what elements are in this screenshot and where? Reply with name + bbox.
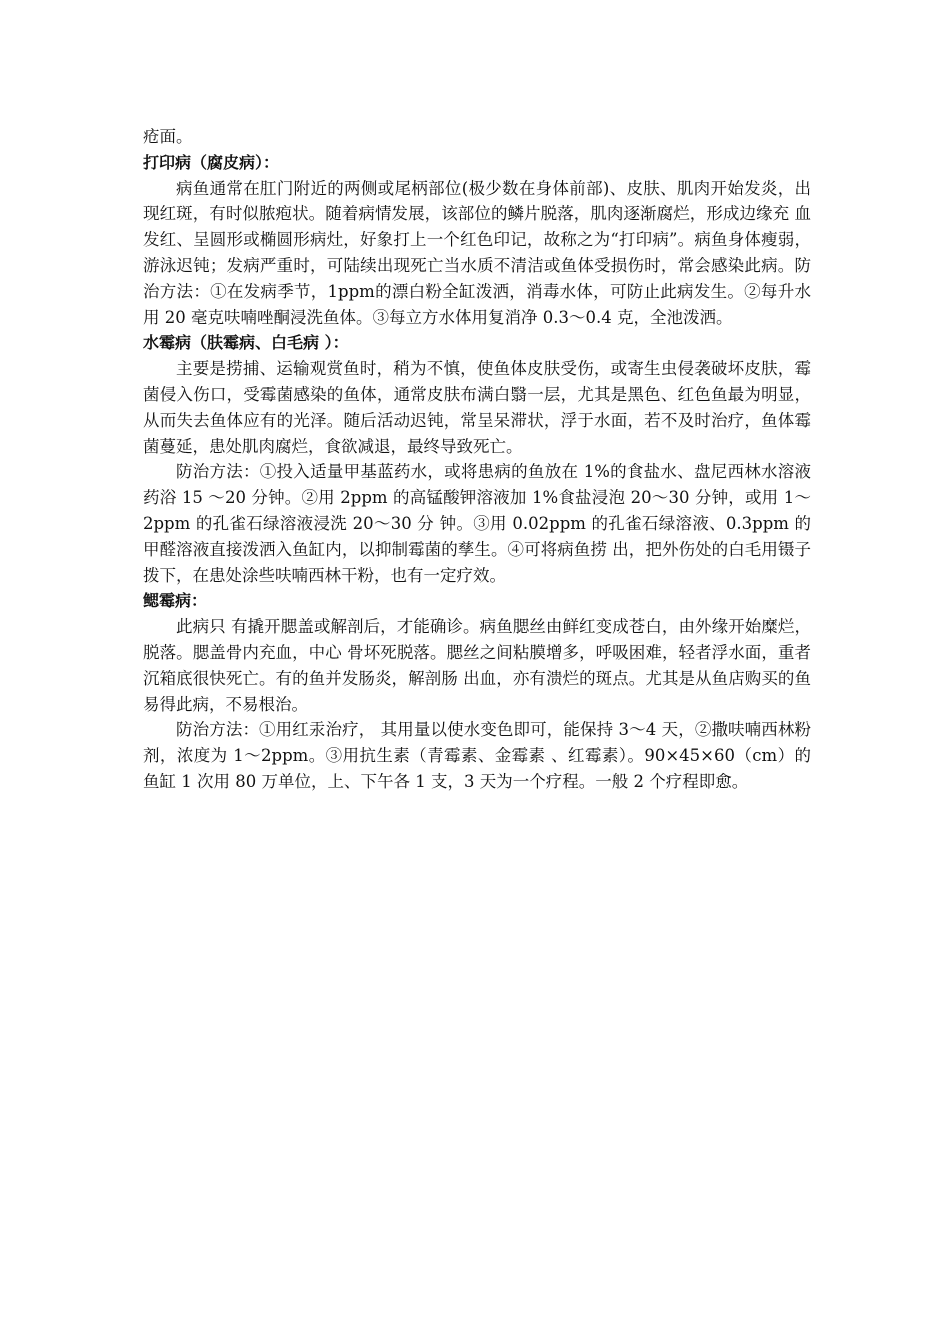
paragraph-water-mold-symptoms: 主要是捞捕、运输观赏鱼时，稍为不慎，使鱼体皮肤受伤，或寄生虫侵袭破坏皮肤，霉菌侵入伤口，受霉菌感染的鱼体，通常皮肤布满白翳一层，尤其是黑色、红色鱼最为明显，从而失去鱼体应有的光泽。随后活动迟钝，常呈呆滞状，浮于水面，若不及时治疗，鱼体霉菌蔓延，患处肌肉腐烂，食欲减退，最终导致死亡。: [143, 359, 811, 456]
section-heading-water-mold: 水霉病（肤霉病、白毛病 ）：: [143, 333, 349, 353]
paragraph-water-mold-treatment: 防治方法：①投入适量甲基蓝药水，或将患病的鱼放在 1%的食盐水、盘尼西林水溶液药浴 15 ～20 分钟。②用 2ppm 的高锰酸钾溶液加 1%食盐浸泡 20～30 分钟，或用 1～2ppm 的孔雀石绿溶液浸洗 20～30 分 钟。③用 0.02ppm 的孔雀石绿溶液、0.3ppm 的甲醛溶液直接泼洒入鱼缸内，以抑制霉菌的孳生。④可将病鱼捞 出，把外伤处的白毛用镊子拨下，在患处涂些呋喃西林干粉，也有一定疗效。: [143, 462, 811, 585]
paragraph-gill-mold-symptoms: 此病只 有撬开腮盖或解剖后，才能确诊。病鱼腮丝由鲜红变成苍白，由外缘开始糜烂，脱落。腮盖骨内充血，中心 骨坏死脱落。腮丝之间粘膜增多，呼吸困难，轻者浮水面，重者沉箱底很快死亡。有的鱼并发肠炎，解剖肠 出血，亦有溃烂的斑点。尤其是从鱼店购买的鱼易得此病，不易根治。: [143, 617, 811, 714]
paragraph-print-disease: 病鱼通常在肛门附近的两侧或尾柄部位(极少数在身体前部)、皮肤、肌肉开始发炎，出现红斑，有时似脓疱状。随着病情发展，该部位的鳞片脱落，肌肉逐渐腐烂，形成边缘充 血发红、呈圆形或椭圆形病灶，好象打上一个红色印记，故称之为“打印病”。病鱼身体瘦弱，游泳迟钝；发病严重时，可陆续出现死亡当水质不清洁或鱼体受损伤时，常会感染此病。防治方法：①在发病季节，1ppm的漂白粉全缸泼洒，消毒水体，可防止此病发生。②每升水用 20 毫克呋喃唑酮浸洗鱼体。③每立方水体用复消净 0.3～0.4 克，全池泼洒。: [143, 178, 811, 327]
document-body: [143, 124, 811, 795]
intro-text: 疮面。: [143, 127, 193, 146]
paragraph-gill-mold-treatment: 防治方法：①用红汞治疗， 其用量以使水变色即可，能保持 3～4 天，②撒呋喃西林粉剂，浓度为 1～2ppm。③用抗生素（青霉素、金霉素 、红霉素）。90×45×60（cm）的鱼缸 1 次用 80 万单位，上、下午各 1 支，3 天为一个疗程。一般 2 个疗程即愈。: [143, 720, 811, 791]
section-heading-print-disease: 打印病（腐皮病）：: [143, 152, 280, 172]
section-heading-gill-mold: 鳃霉病：: [143, 591, 208, 611]
